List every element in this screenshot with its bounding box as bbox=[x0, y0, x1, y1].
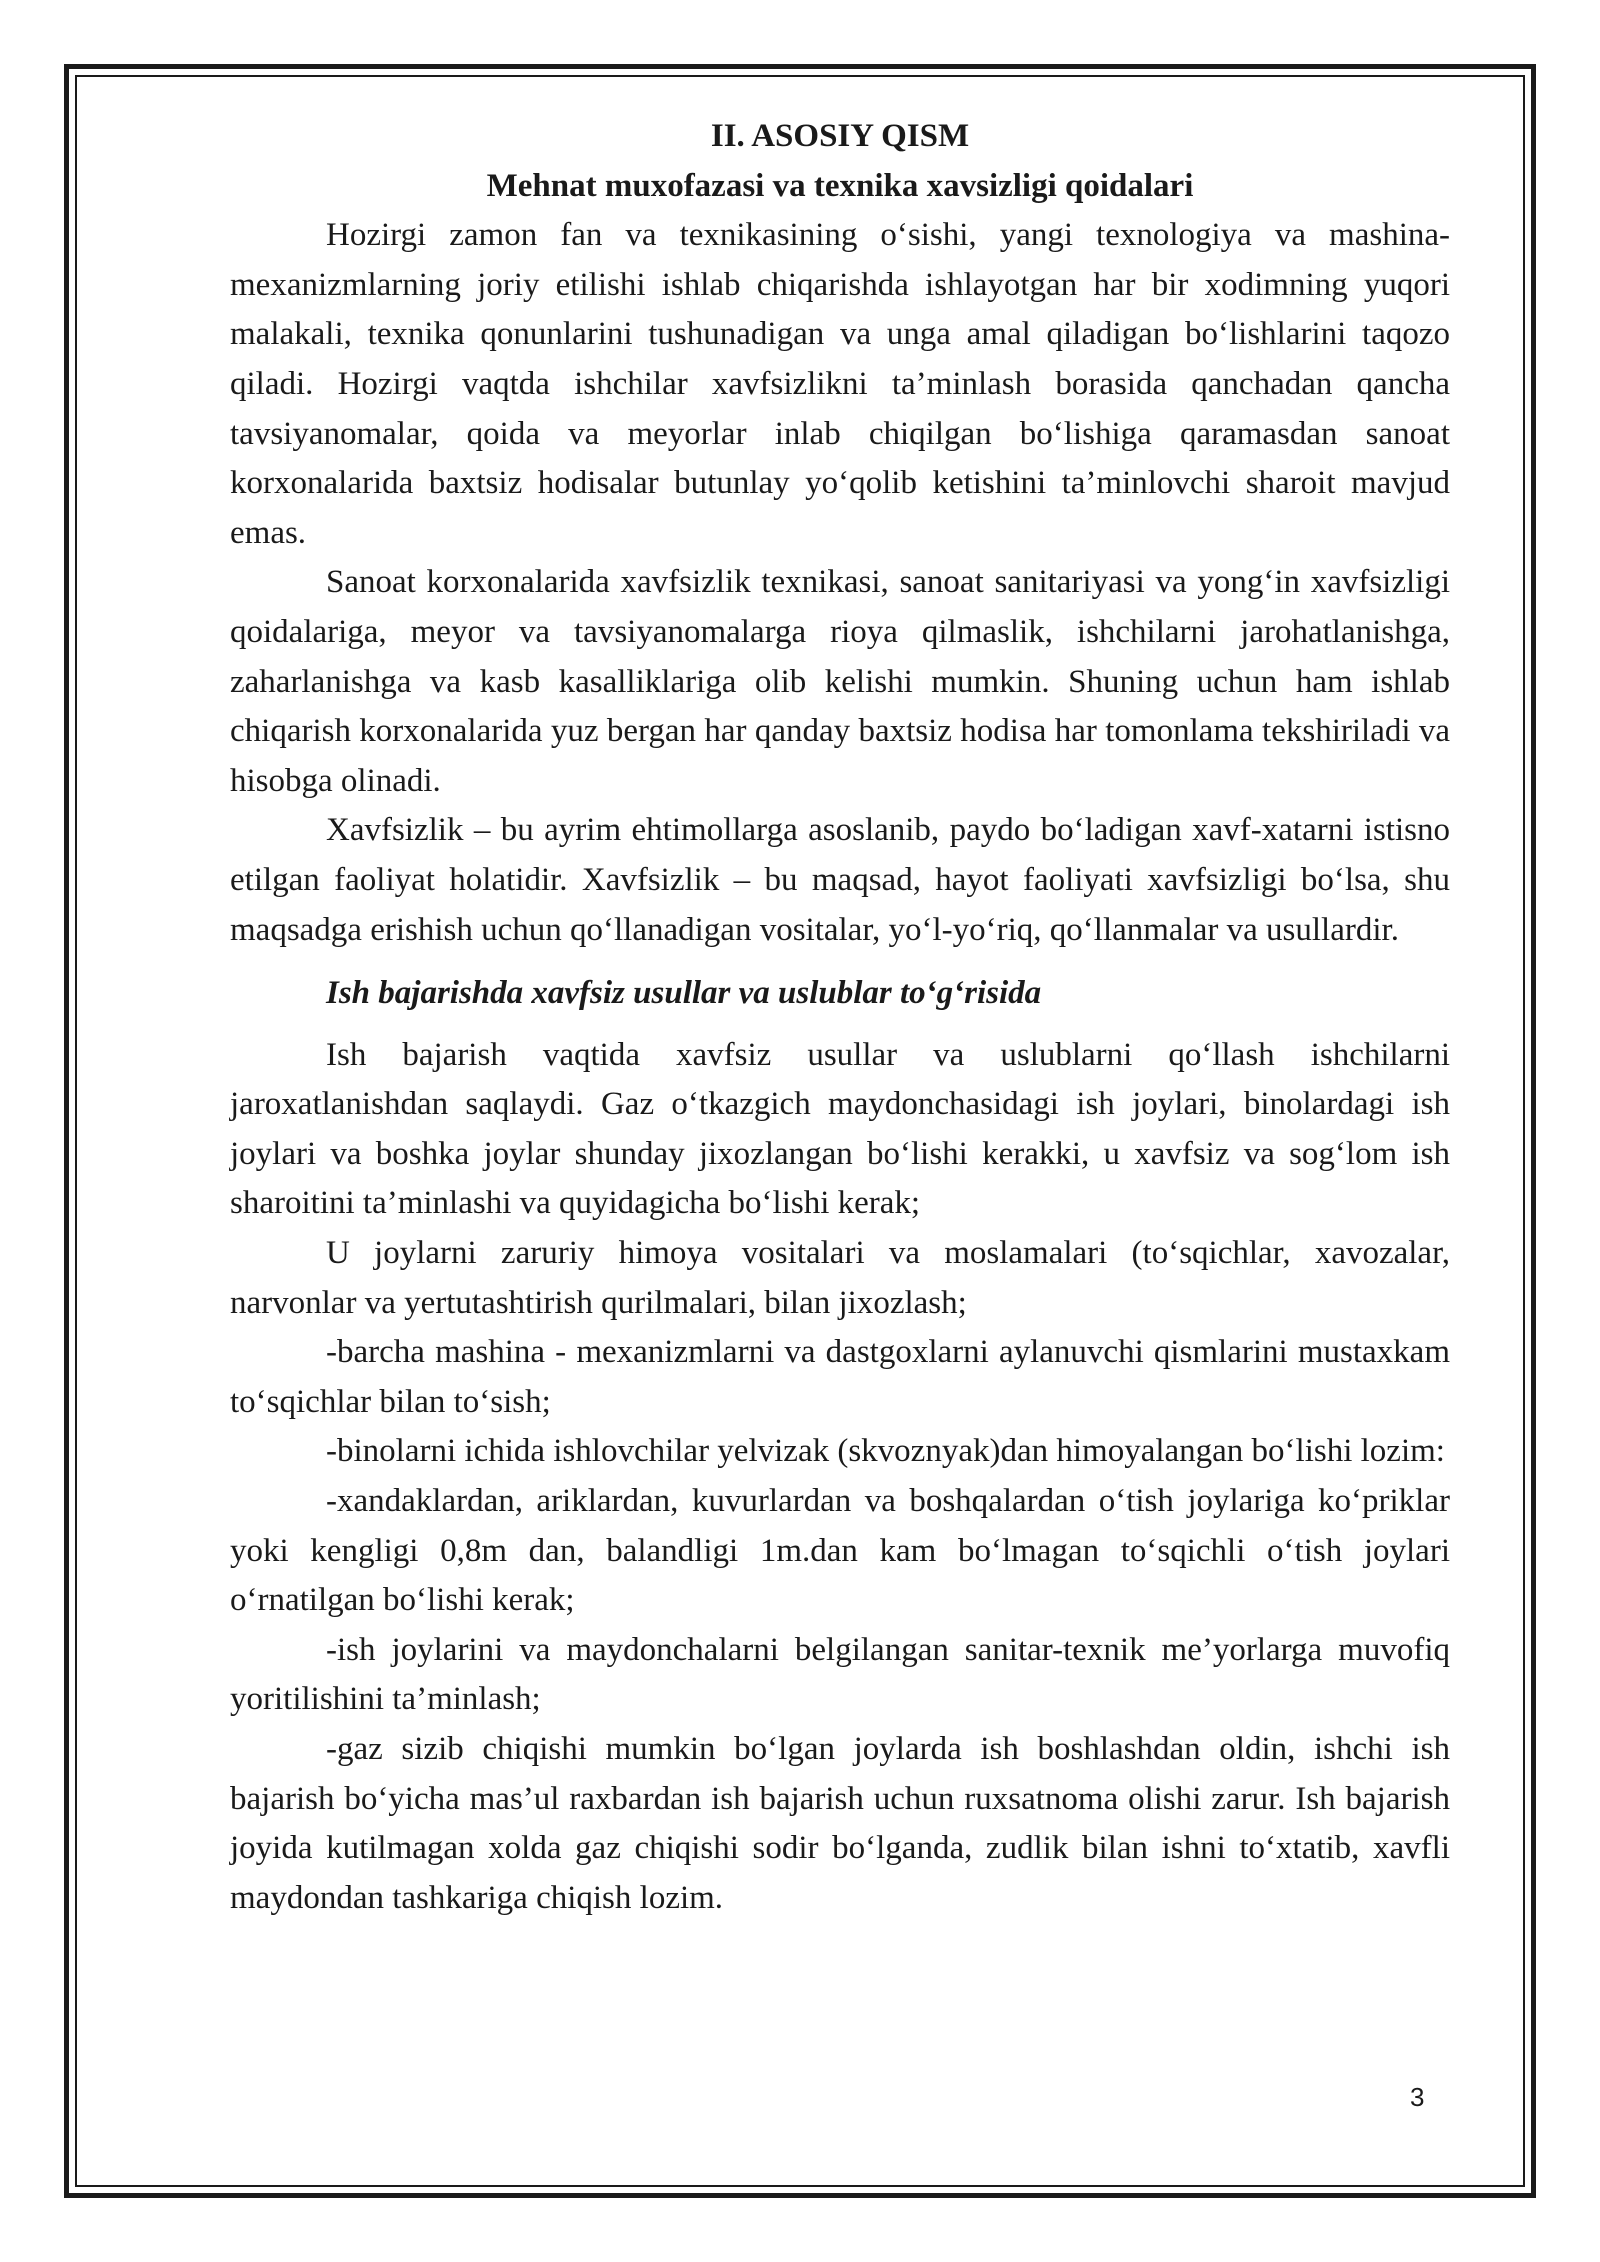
list-item-crossings: -xandaklardan, ariklardan, kuvurlardan va boshqalardan o‘tish joylariga ko‘priklar yoki kengligi 0,8m dan, balandligi 1m.dan kam bo‘lmagan to‘sqichli o‘tish joylari o‘rnatilgan bo‘lishi kerak; bbox=[230, 1483, 1450, 1619]
page-number: 3 bbox=[1410, 2082, 1425, 2112]
list-item-gas-permit: -gaz sizib chiqishi mumkin bo‘lgan joylarda ish boshlashdan oldin, ishchi ish bajarish bo‘yicha mas’ul raxbardan ish bajarish uchun ruxsatnoma olishi zarur. Ish bajarish joyida kutilmagan xolda gaz chiqishi sodir bo‘lganda, zudlik bilan ishni to‘xtatib, xavfli maydondan tashkariga chiqish lozim. bbox=[230, 1731, 1450, 1916]
section-title: II. ASOSIY QISM bbox=[710, 118, 970, 154]
document-body bbox=[230, 112, 1450, 1923]
list-item-lighting: -ish joylarini va maydonchalarni belgilangan sanitar-texnik me’yorlarga muvofiq yoritilishini ta’minlash; bbox=[230, 1631, 1450, 1718]
list-item-machine-guards: -barcha mashina - mexanizmlarni va dastgoxlarni aylanuvchi qismlarini mustaxkam to‘sqichlar bilan to‘sish; bbox=[230, 1334, 1450, 1420]
paragraph-safety-definition: Xavfsizlik – bu ayrim ehtimollarga asoslanib, paydo bo‘ladigan xavf-xatarni istisno etilgan faoliyat holatidir. Xavfsizlik – bu maqsad, hayot faoliyati xavfsizligi bo‘lsa, shu maqsadga erishish uchun qo‘llanadigan vositalar, yo‘l-yo‘riq, qo‘llanmalar va usullardir. bbox=[230, 812, 1450, 948]
list-item-protective-equipment: U joylarni zaruriy himoya vositalari va moslamalari (to‘sqichlar, xavozalar, narvonlar va yertutashtirish qurilmalari, bilan jixozlash; bbox=[230, 1235, 1450, 1321]
subtitle: Mehnat muxofazasi va texnika xavsizligi qoidalari bbox=[486, 167, 1194, 204]
paragraph-safety-rules: Sanoat korxonalarida xavfsizlik texnikasi, sanoat sanitariyasi va yong‘in xavfsizligi qoidalariga, meyor va tavsiyanomalarga rioya qilmaslik, ishchilarni jarohatlanishga, zaharlanishga va kasb kasalliklariga olib kelishi mumkin. Shuning uchun ham ishlab chiqarish korxonalarida yuz bergan har qanday baxtsiz hodisa har tomonlama tekshiriladi va hisobga olinadi. bbox=[230, 564, 1450, 799]
list-item-draft-protection: -binolarni ichida ishlovchilar yelvizak (skvoznyak)dan himoyalangan bo‘lishi lozim: bbox=[326, 1433, 1445, 1470]
paragraph-workplace: Ish bajarish vaqtida xavfsiz usullar va uslublarni qo‘llash ishchilarni jaroxatlanishdan saqlaydi. Gaz o‘tkazgich maydonchasidagi ish joylari, binolardagi ish joylari va boshka joylar shunday jixozlangan bo‘lishi kerakki, u xavfsiz va sog‘lom ish sharoitini ta’minlashi va quyidagicha bo‘lishi kerak; bbox=[230, 1036, 1450, 1222]
italic-heading: Ish bajarishda xavfsiz usullar va uslublar to‘g‘risida bbox=[326, 975, 1042, 1012]
paragraph-intro: Hozirgi zamon fan va texnikasining o‘sishi, yangi texnologiya va mashina-mexanizmlarning joriy etilishi ishlab chiqarishda ishlayotgan har bir xodimning yuqori malakali, texnika qonunlarini tushunadigan va unga amal qiladigan bo‘lishlarini taqozo qiladi. Hozirgi vaqtda ishchilar xavfsizlikni ta’minlash borasida qanchadan qancha tavsiyanomalar, qoida va meyorlar inlab chiqilgan bo‘lishiga qaramasdan sanoat korxonalarida baxtsiz hodisalar butunlay yo‘qolib ketishini ta’minlovchi sharoit mavjud emas. bbox=[230, 217, 1450, 551]
